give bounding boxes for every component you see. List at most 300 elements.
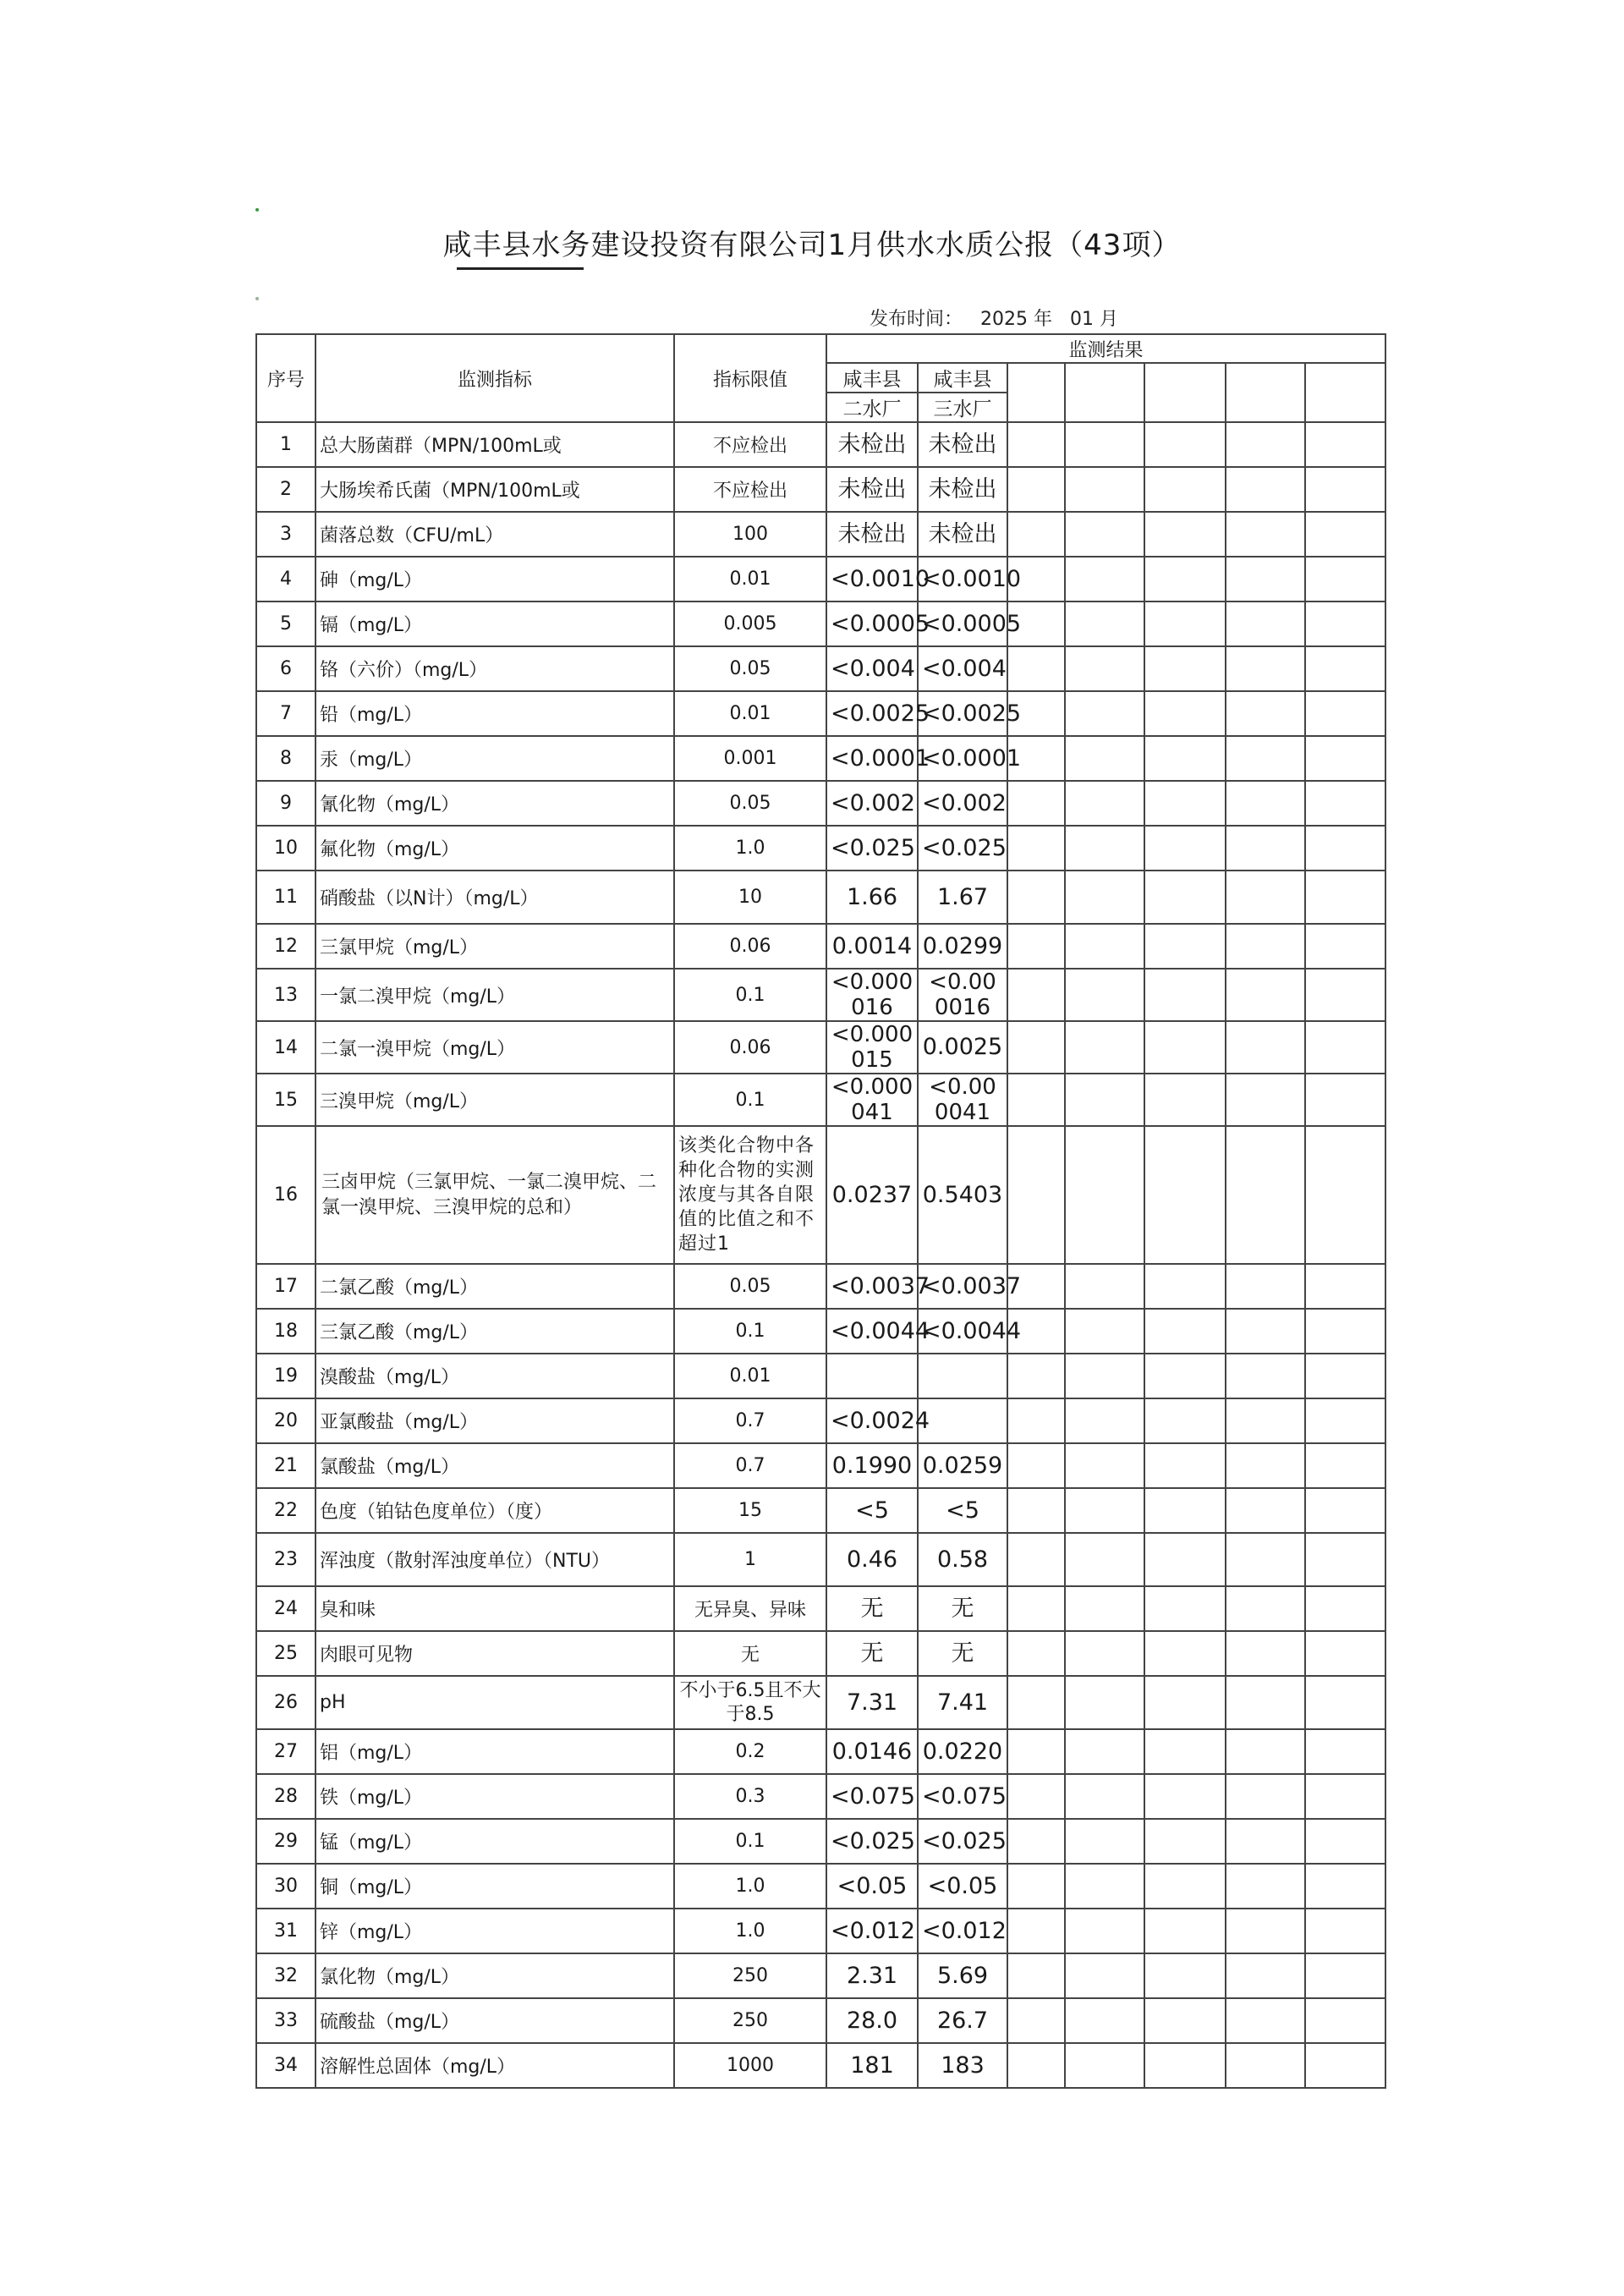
- empty-cell: [1007, 924, 1065, 969]
- limit-value: 0.3: [674, 1774, 826, 1819]
- result-plant2: <0.002: [826, 781, 918, 826]
- header-plant2-line2: 二水厂: [826, 393, 918, 422]
- result-plant3: 0.58: [918, 1533, 1007, 1586]
- empty-cell: [1226, 1729, 1305, 1774]
- row-number: 5: [256, 601, 315, 646]
- result-plant3: 26.7: [918, 1998, 1007, 2043]
- result-plant2: 0.0146: [826, 1729, 918, 1774]
- table-row: [256, 826, 1385, 871]
- row-number: 25: [256, 1631, 315, 1676]
- limit-value: 该类化合物中各种化合物的实测浓度与其各自限值的比值之和不超过1: [674, 1126, 826, 1264]
- limit-value: 不应检出: [674, 467, 826, 512]
- empty-cell: [1144, 1126, 1226, 1264]
- empty-cell: [1144, 1676, 1226, 1729]
- empty-cell: [1226, 2043, 1305, 2088]
- result-plant2: 7.31: [826, 1676, 918, 1729]
- result-plant2: 0.1990: [826, 1443, 918, 1488]
- indicator-name: 氯化物（mg/L）: [315, 1953, 674, 1998]
- result-plant2: 1.66: [826, 871, 918, 924]
- result-plant2: <0.000015: [826, 1021, 918, 1074]
- result-plant2: 28.0: [826, 1998, 918, 2043]
- empty-cell: [1305, 1309, 1385, 1354]
- empty-cell: [1144, 1354, 1226, 1398]
- table-row: [256, 1488, 1385, 1533]
- indicator-name: 菌落总数（CFU/mL）: [315, 512, 674, 557]
- empty-cell: [1065, 691, 1144, 736]
- empty-cell: [1065, 781, 1144, 826]
- empty-cell: [1144, 601, 1226, 646]
- result-plant3: <0.025: [918, 1819, 1007, 1864]
- empty-cell: [1305, 422, 1385, 467]
- row-number: 28: [256, 1774, 315, 1819]
- indicator-name: 大肠埃希氏菌（MPN/100mL或: [315, 467, 674, 512]
- empty-cell: [1144, 1021, 1226, 1074]
- limit-value: 15: [674, 1488, 826, 1533]
- result-plant3: <0.0001: [918, 736, 1007, 781]
- result-plant3: 0.0025: [918, 1021, 1007, 1074]
- table-row: [256, 781, 1385, 826]
- result-plant2: <0.0001: [826, 736, 918, 781]
- result-plant3: <0.0044: [918, 1309, 1007, 1354]
- result-plant2: <0.0044: [826, 1309, 918, 1354]
- result-plant3: <0.004: [918, 646, 1007, 691]
- limit-value: 无: [674, 1631, 826, 1676]
- limit-value: 250: [674, 1953, 826, 1998]
- table-row: [256, 557, 1385, 601]
- empty-cell: [1305, 1533, 1385, 1586]
- empty-cell: [1226, 1864, 1305, 1909]
- result-plant2: <0.025: [826, 826, 918, 871]
- result-plant3: [918, 1354, 1007, 1398]
- result-plant3: 5.69: [918, 1953, 1007, 1998]
- limit-value: 0.2: [674, 1729, 826, 1774]
- empty-cell: [1144, 363, 1226, 422]
- row-number: 17: [256, 1264, 315, 1309]
- empty-cell: [1007, 1586, 1065, 1631]
- result-plant3: <0.0005: [918, 601, 1007, 646]
- empty-cell: [1065, 512, 1144, 557]
- empty-cell: [1226, 601, 1305, 646]
- result-plant2: 0.0237: [826, 1126, 918, 1264]
- limit-value: 不应检出: [674, 422, 826, 467]
- indicator-name: 铁（mg/L）: [315, 1774, 674, 1819]
- empty-cell: [1226, 1488, 1305, 1533]
- empty-cell: [1007, 1819, 1065, 1864]
- empty-cell: [1065, 1953, 1144, 1998]
- empty-cell: [1007, 1631, 1065, 1676]
- empty-cell: [1226, 1998, 1305, 2043]
- row-number: 31: [256, 1909, 315, 1953]
- empty-cell: [1065, 1533, 1144, 1586]
- empty-cell: [1305, 1586, 1385, 1631]
- result-plant2: 0.46: [826, 1533, 918, 1586]
- empty-cell: [1144, 1631, 1226, 1676]
- result-plant3: <0.002: [918, 781, 1007, 826]
- empty-cell: [1065, 924, 1144, 969]
- result-plant2: <0.0024: [826, 1398, 918, 1443]
- empty-cell: [1144, 467, 1226, 512]
- result-plant3: 0.0299: [918, 924, 1007, 969]
- result-plant2: 2.31: [826, 1953, 918, 1998]
- empty-cell: [1144, 736, 1226, 781]
- header-results: 监测结果: [826, 334, 1385, 363]
- empty-cell: [1144, 969, 1226, 1021]
- table-row: [256, 1264, 1385, 1309]
- result-plant3: 未检出: [918, 512, 1007, 557]
- empty-cell: [1305, 1631, 1385, 1676]
- empty-cell: [1065, 1586, 1144, 1631]
- result-plant3: [918, 1398, 1007, 1443]
- empty-cell: [1065, 1774, 1144, 1819]
- result-plant2: 未检出: [826, 512, 918, 557]
- empty-cell: [1065, 736, 1144, 781]
- result-plant3: <5: [918, 1488, 1007, 1533]
- result-plant2: <0.000041: [826, 1074, 918, 1126]
- result-plant3: <0.075: [918, 1774, 1007, 1819]
- limit-value: 10: [674, 871, 826, 924]
- indicator-name: 汞（mg/L）: [315, 736, 674, 781]
- empty-cell: [1007, 2043, 1065, 2088]
- empty-cell: [1144, 1533, 1226, 1586]
- empty-cell: [1226, 1264, 1305, 1309]
- table-row: [256, 1819, 1385, 1864]
- empty-cell: [1007, 1354, 1065, 1398]
- empty-cell: [1007, 646, 1065, 691]
- empty-cell: [1305, 2043, 1385, 2088]
- empty-cell: [1065, 601, 1144, 646]
- limit-value: 0.1: [674, 1074, 826, 1126]
- result-plant3: <0.025: [918, 826, 1007, 871]
- publish-year: 2025 年: [980, 309, 1052, 330]
- row-number: 12: [256, 924, 315, 969]
- empty-cell: [1144, 1443, 1226, 1488]
- header-plant3-line2: 三水厂: [918, 393, 1007, 422]
- indicator-name: 三溴甲烷（mg/L）: [315, 1074, 674, 1126]
- empty-cell: [1065, 646, 1144, 691]
- empty-cell: [1144, 1398, 1226, 1443]
- row-number: 21: [256, 1443, 315, 1488]
- indicator-name: 硝酸盐（以N计）（mg/L）: [315, 871, 674, 924]
- header-no: 序号: [256, 334, 315, 422]
- empty-cell: [1226, 826, 1305, 871]
- empty-cell: [1065, 1264, 1144, 1309]
- empty-cell: [1305, 646, 1385, 691]
- empty-cell: [1144, 512, 1226, 557]
- empty-cell: [1144, 1586, 1226, 1631]
- empty-cell: [1226, 1774, 1305, 1819]
- empty-cell: [1305, 1953, 1385, 1998]
- indicator-name: 铬（六价）（mg/L）: [315, 646, 674, 691]
- result-plant3: 183: [918, 2043, 1007, 2088]
- table-row: [256, 1443, 1385, 1488]
- empty-cell: [1226, 871, 1305, 924]
- indicator-name: 氯酸盐（mg/L）: [315, 1443, 674, 1488]
- row-number: 13: [256, 969, 315, 1021]
- limit-value: 0.001: [674, 736, 826, 781]
- empty-cell: [1305, 1488, 1385, 1533]
- indicator-name: 溴酸盐（mg/L）: [315, 1354, 674, 1398]
- row-number: 23: [256, 1533, 315, 1586]
- table-row: [256, 1953, 1385, 1998]
- result-plant3: 无: [918, 1631, 1007, 1676]
- empty-cell: [1144, 1953, 1226, 1998]
- empty-cell: [1226, 422, 1305, 467]
- empty-cell: [1305, 826, 1385, 871]
- empty-cell: [1007, 1998, 1065, 2043]
- empty-cell: [1226, 1909, 1305, 1953]
- indicator-name: 亚氯酸盐（mg/L）: [315, 1398, 674, 1443]
- table-row: [256, 1631, 1385, 1676]
- limit-value: 0.1: [674, 1819, 826, 1864]
- empty-cell: [1305, 1264, 1385, 1309]
- empty-cell: [1226, 467, 1305, 512]
- result-plant2: 无: [826, 1586, 918, 1631]
- empty-cell: [1007, 512, 1065, 557]
- limit-value: 0.7: [674, 1443, 826, 1488]
- empty-cell: [1144, 1074, 1226, 1126]
- result-plant3: <0.0037: [918, 1264, 1007, 1309]
- table-row: [256, 1729, 1385, 1774]
- table-row: [256, 969, 1385, 1021]
- row-number: 7: [256, 691, 315, 736]
- empty-cell: [1226, 557, 1305, 601]
- empty-cell: [1065, 1398, 1144, 1443]
- empty-cell: [1305, 1398, 1385, 1443]
- indicator-name: 总大肠菌群（MPN/100mL或: [315, 422, 674, 467]
- indicator-name: 砷（mg/L）: [315, 557, 674, 601]
- indicator-name: 三氯乙酸（mg/L）: [315, 1309, 674, 1354]
- empty-cell: [1144, 646, 1226, 691]
- empty-cell: [1305, 1864, 1385, 1909]
- row-number: 3: [256, 512, 315, 557]
- header-indicator: 监测指标: [315, 334, 674, 422]
- limit-value: 不小于6.5且不大于8.5: [674, 1676, 826, 1729]
- table-row: [256, 1354, 1385, 1398]
- limit-value: 0.005: [674, 601, 826, 646]
- empty-cell: [1305, 1676, 1385, 1729]
- result-plant2: <0.0037: [826, 1264, 918, 1309]
- result-plant2: 181: [826, 2043, 918, 2088]
- row-number: 1: [256, 422, 315, 467]
- empty-cell: [1065, 1631, 1144, 1676]
- empty-cell: [1065, 557, 1144, 601]
- result-plant2: <0.075: [826, 1774, 918, 1819]
- empty-cell: [1065, 1819, 1144, 1864]
- empty-cell: [1065, 1998, 1144, 2043]
- result-plant3: 无: [918, 1586, 1007, 1631]
- indicator-name: 铜（mg/L）: [315, 1864, 674, 1909]
- table-row: [256, 1586, 1385, 1631]
- empty-cell: [1305, 601, 1385, 646]
- page-title: 咸丰县水务建设投资有限公司1月供水水质公报（43项）: [442, 228, 1182, 262]
- result-plant3: 0.0220: [918, 1729, 1007, 1774]
- indicator-name: 氟化物（mg/L）: [315, 826, 674, 871]
- row-number: 22: [256, 1488, 315, 1533]
- empty-cell: [1226, 924, 1305, 969]
- table-row: [256, 1309, 1385, 1354]
- table-row: [256, 2043, 1385, 2088]
- empty-cell: [1144, 826, 1226, 871]
- empty-cell: [1007, 1533, 1065, 1586]
- limit-value: 1.0: [674, 1864, 826, 1909]
- result-plant2: <0.004: [826, 646, 918, 691]
- row-number: 16: [256, 1126, 315, 1264]
- row-number: 15: [256, 1074, 315, 1126]
- result-plant2: [826, 1354, 918, 1398]
- empty-cell: [1305, 557, 1385, 601]
- empty-cell: [1144, 2043, 1226, 2088]
- empty-cell: [1226, 1074, 1305, 1126]
- publish-date: [870, 305, 1130, 331]
- table-row: [256, 924, 1385, 969]
- table-row: [256, 1126, 1385, 1264]
- empty-cell: [1065, 1864, 1144, 1909]
- indicator-name: 一氯二溴甲烷（mg/L）: [315, 969, 674, 1021]
- row-number: 24: [256, 1586, 315, 1631]
- empty-cell: [1007, 1021, 1065, 1074]
- empty-cell: [1065, 422, 1144, 467]
- limit-value: 0.05: [674, 646, 826, 691]
- indicator-name: 色度（铂钴色度单位）（度）: [315, 1488, 674, 1533]
- empty-cell: [1065, 1354, 1144, 1398]
- limit-value: 1000: [674, 2043, 826, 2088]
- row-number: 20: [256, 1398, 315, 1443]
- table-row: [256, 1021, 1385, 1074]
- empty-cell: [1144, 691, 1226, 736]
- row-number: 8: [256, 736, 315, 781]
- empty-cell: [1305, 1909, 1385, 1953]
- empty-cell: [1226, 781, 1305, 826]
- empty-cell: [1065, 1443, 1144, 1488]
- empty-cell: [1065, 969, 1144, 1021]
- limit-value: 0.7: [674, 1398, 826, 1443]
- empty-cell: [1305, 512, 1385, 557]
- result-plant2: <0.000016: [826, 969, 918, 1021]
- empty-cell: [1144, 557, 1226, 601]
- indicator-name: 肉眼可见物: [315, 1631, 674, 1676]
- indicator-name: 二氯乙酸（mg/L）: [315, 1264, 674, 1309]
- empty-cell: [1065, 363, 1144, 422]
- result-plant2: <5: [826, 1488, 918, 1533]
- empty-cell: [1065, 1488, 1144, 1533]
- empty-cell: [1305, 1074, 1385, 1126]
- row-number: 9: [256, 781, 315, 826]
- empty-cell: [1007, 1074, 1065, 1126]
- row-number: 30: [256, 1864, 315, 1909]
- row-number: 2: [256, 467, 315, 512]
- table-row: [256, 1864, 1385, 1909]
- limit-value: 0.05: [674, 781, 826, 826]
- row-number: 33: [256, 1998, 315, 2043]
- table-row: [256, 1676, 1385, 1729]
- header-limit: 指标限值: [674, 334, 826, 422]
- empty-cell: [1007, 826, 1065, 871]
- row-number: 18: [256, 1309, 315, 1354]
- empty-cell: [1305, 467, 1385, 512]
- empty-cell: [1226, 363, 1305, 422]
- row-number: 6: [256, 646, 315, 691]
- empty-cell: [1305, 691, 1385, 736]
- empty-cell: [1007, 1909, 1065, 1953]
- empty-cell: [1305, 871, 1385, 924]
- empty-cell: [1226, 1586, 1305, 1631]
- empty-cell: [1305, 924, 1385, 969]
- empty-cell: [1144, 1998, 1226, 2043]
- empty-cell: [1305, 1774, 1385, 1819]
- result-plant2: 0.0014: [826, 924, 918, 969]
- empty-cell: [1226, 691, 1305, 736]
- table-row: [256, 512, 1385, 557]
- water-quality-table: [255, 333, 1386, 2089]
- indicator-name: 铝（mg/L）: [315, 1729, 674, 1774]
- empty-cell: [1065, 1909, 1144, 1953]
- limit-value: 250: [674, 1998, 826, 2043]
- empty-cell: [1007, 1488, 1065, 1533]
- scan-speck: [255, 297, 259, 300]
- result-plant3: <0.0010: [918, 557, 1007, 601]
- indicator-name: 臭和味: [315, 1586, 674, 1631]
- row-number: 14: [256, 1021, 315, 1074]
- result-plant3: <0.000016: [918, 969, 1007, 1021]
- result-plant3: <0.000041: [918, 1074, 1007, 1126]
- row-number: 34: [256, 2043, 315, 2088]
- indicator-name: 二氯一溴甲烷（mg/L）: [315, 1021, 674, 1074]
- empty-cell: [1007, 1864, 1065, 1909]
- empty-cell: [1065, 467, 1144, 512]
- limit-value: 1.0: [674, 1909, 826, 1953]
- result-plant2: <0.012: [826, 1909, 918, 1953]
- empty-cell: [1144, 781, 1226, 826]
- empty-cell: [1144, 871, 1226, 924]
- empty-cell: [1144, 1819, 1226, 1864]
- empty-cell: [1305, 1998, 1385, 2043]
- row-number: 26: [256, 1676, 315, 1729]
- result-plant2: 未检出: [826, 467, 918, 512]
- limit-value: 0.06: [674, 1021, 826, 1074]
- empty-cell: [1144, 1488, 1226, 1533]
- empty-cell: [1007, 1398, 1065, 1443]
- title-underline: [457, 267, 584, 270]
- result-plant2: <0.0010: [826, 557, 918, 601]
- empty-cell: [1226, 1021, 1305, 1074]
- empty-cell: [1226, 1631, 1305, 1676]
- limit-value: 0.1: [674, 1309, 826, 1354]
- empty-cell: [1305, 363, 1385, 422]
- row-number: 29: [256, 1819, 315, 1864]
- row-number: 11: [256, 871, 315, 924]
- empty-cell: [1305, 1021, 1385, 1074]
- indicator-name: 锌（mg/L）: [315, 1909, 674, 1953]
- result-plant3: 0.5403: [918, 1126, 1007, 1264]
- empty-cell: [1065, 1729, 1144, 1774]
- result-plant3: <0.05: [918, 1864, 1007, 1909]
- empty-cell: [1226, 1443, 1305, 1488]
- result-plant3: <0.012: [918, 1909, 1007, 1953]
- table-row: [256, 736, 1385, 781]
- empty-cell: [1226, 512, 1305, 557]
- result-plant3: 未检出: [918, 467, 1007, 512]
- table-row: [256, 1774, 1385, 1819]
- publish-month: 01 月: [1070, 309, 1118, 330]
- empty-cell: [1007, 871, 1065, 924]
- empty-cell: [1007, 1676, 1065, 1729]
- empty-cell: [1007, 467, 1065, 512]
- row-number: 19: [256, 1354, 315, 1398]
- empty-cell: [1144, 1264, 1226, 1309]
- indicator-name: 溶解性总固体（mg/L）: [315, 2043, 674, 2088]
- result-plant3: 0.0259: [918, 1443, 1007, 1488]
- result-plant3: 1.67: [918, 871, 1007, 924]
